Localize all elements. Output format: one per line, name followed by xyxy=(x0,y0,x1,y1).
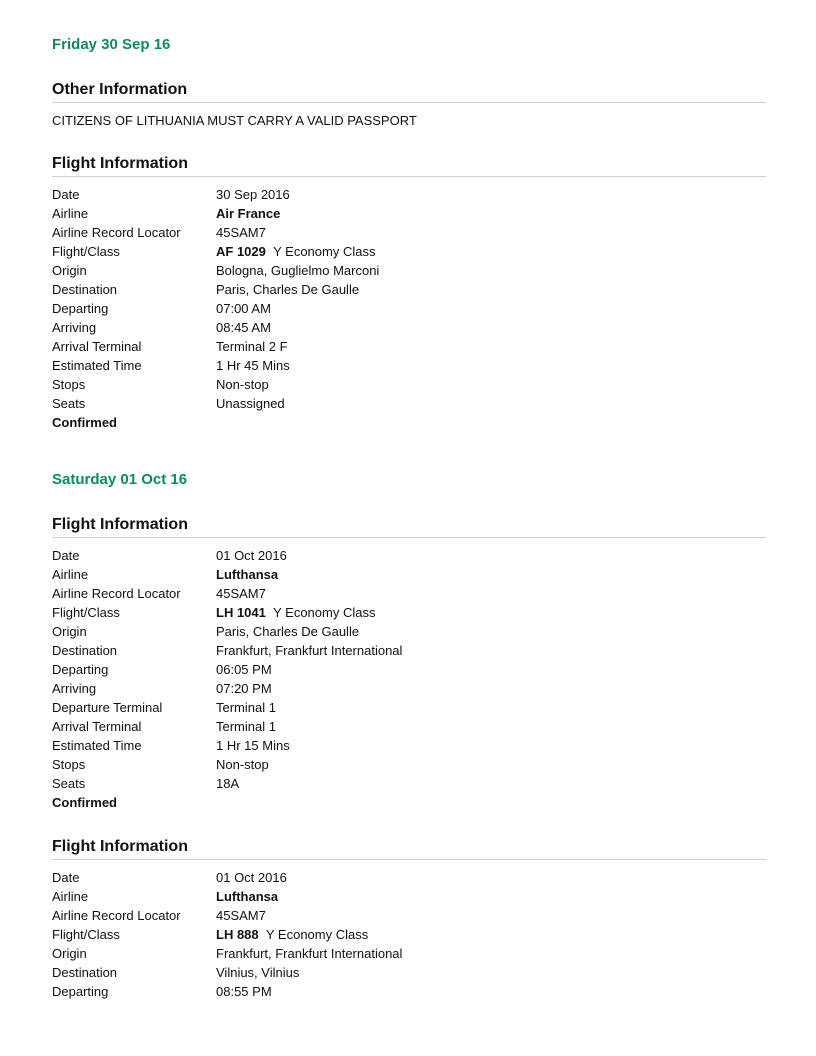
detail-value xyxy=(216,204,280,223)
detail-row xyxy=(52,887,766,906)
detail-label: Date xyxy=(52,870,80,885)
detail-label: Flight/Class xyxy=(52,927,120,942)
booking-status: Confirmed xyxy=(52,415,117,430)
detail-value xyxy=(216,925,368,944)
detail-value xyxy=(216,660,272,679)
detail-label: Departing xyxy=(52,301,109,316)
detail-label: Arrival Terminal xyxy=(52,339,142,354)
detail-label: Departure Terminal xyxy=(52,700,163,715)
detail-value xyxy=(216,318,271,337)
detail-value xyxy=(216,584,266,603)
value-text: 45SAM7 xyxy=(216,586,266,601)
detail-label: Airline Record Locator xyxy=(52,586,181,601)
detail-value xyxy=(216,717,276,736)
section-heading: Other Information xyxy=(52,80,766,103)
detail-value xyxy=(216,603,375,622)
detail-value xyxy=(216,963,299,982)
value-text: Paris, Charles De Gaulle xyxy=(216,282,360,297)
detail-row xyxy=(52,223,766,242)
value-text: Paris, Charles De Gaulle xyxy=(216,624,360,639)
detail-row xyxy=(52,944,766,963)
detail-label: Date xyxy=(52,187,80,202)
detail-value xyxy=(216,906,266,925)
value-text: Y Economy Class xyxy=(273,244,376,259)
value-text: Lufthansa xyxy=(216,889,279,904)
value-text: 01 Oct 2016 xyxy=(216,548,287,563)
value-text: Unassigned xyxy=(216,396,285,411)
detail-row xyxy=(52,185,766,204)
detail-value xyxy=(216,356,290,375)
detail-row xyxy=(52,755,766,774)
value-text: 18A xyxy=(216,776,240,791)
detail-value xyxy=(216,622,359,641)
detail-label: Estimated Time xyxy=(52,738,142,753)
value-text: Non-stop xyxy=(216,377,269,392)
value-text: 45SAM7 xyxy=(216,908,266,923)
detail-label: Destination xyxy=(52,282,118,297)
detail-label: Flight/Class xyxy=(52,605,120,620)
detail-value xyxy=(216,698,276,717)
other-information-section xyxy=(52,80,766,130)
detail-value xyxy=(216,565,278,584)
value-text: 1 Hr 45 Mins xyxy=(216,358,290,373)
detail-label: Airline Record Locator xyxy=(52,225,181,240)
detail-row xyxy=(52,603,766,622)
detail-label: Arriving xyxy=(52,320,97,335)
value-text: Y Economy Class xyxy=(273,605,376,620)
day-heading: Saturday 01 Oct 16 xyxy=(52,471,188,488)
detail-label: Stops xyxy=(52,377,86,392)
detail-label: Airline xyxy=(52,889,89,904)
section-body xyxy=(52,111,766,130)
detail-label: Arriving xyxy=(52,681,97,696)
detail-row xyxy=(52,356,766,375)
detail-value xyxy=(216,868,287,887)
detail-row xyxy=(52,394,766,413)
detail-label: Destination xyxy=(52,643,118,658)
section-body xyxy=(52,868,766,1001)
flight-code: AF 1029 xyxy=(216,244,266,259)
detail-value xyxy=(216,887,278,906)
detail-row xyxy=(52,641,766,660)
value-text: 1 Hr 15 Mins xyxy=(216,738,290,753)
value-text: 01 Oct 2016 xyxy=(216,870,287,885)
detail-label: Origin xyxy=(52,946,87,961)
value-text: 06:05 PM xyxy=(216,662,272,677)
value-text: 08:45 AM xyxy=(216,320,271,335)
detail-value xyxy=(216,774,239,793)
value-text: 07:20 PM xyxy=(216,681,272,696)
detail-row xyxy=(52,906,766,925)
detail-value xyxy=(216,641,402,660)
detail-row xyxy=(52,622,766,641)
value-text: Non-stop xyxy=(216,757,269,772)
detail-label: Flight/Class xyxy=(52,244,120,259)
detail-row xyxy=(52,679,766,698)
detail-row xyxy=(52,925,766,944)
detail-row xyxy=(52,546,766,565)
detail-label: Estimated Time xyxy=(52,358,142,373)
section-heading: Flight Information xyxy=(52,154,766,177)
detail-row xyxy=(52,660,766,679)
detail-value xyxy=(216,299,271,318)
detail-row xyxy=(52,242,766,261)
info-text: CITIZENS OF LITHUANIA MUST CARRY A VALID PASSPORT xyxy=(52,113,417,128)
section-heading: Flight Information xyxy=(52,515,766,538)
value-text: 30 Sep 2016 xyxy=(216,187,290,202)
detail-row xyxy=(52,736,766,755)
detail-row xyxy=(52,717,766,736)
detail-row xyxy=(52,565,766,584)
detail-value xyxy=(216,679,272,698)
detail-value xyxy=(216,375,269,394)
flight-information-section xyxy=(52,515,766,812)
detail-value xyxy=(216,261,379,280)
detail-label: Airline Record Locator xyxy=(52,908,181,923)
detail-label: Date xyxy=(52,548,80,563)
flight-information-section xyxy=(52,154,766,432)
flight-code: LH 1041 xyxy=(216,605,266,620)
detail-row xyxy=(52,280,766,299)
detail-value xyxy=(216,736,290,755)
flight-information-section xyxy=(52,837,766,1001)
detail-label: Seats xyxy=(52,776,86,791)
detail-value xyxy=(216,755,269,774)
detail-value xyxy=(216,394,285,413)
detail-value xyxy=(216,944,402,963)
booking-status: Confirmed xyxy=(52,795,117,810)
detail-row xyxy=(52,299,766,318)
detail-value xyxy=(216,223,266,242)
value-text: Air France xyxy=(216,206,281,221)
detail-label: Airline xyxy=(52,206,89,221)
value-text: 45SAM7 xyxy=(216,225,266,240)
detail-label: Airline xyxy=(52,567,89,582)
value-text: Y Economy Class xyxy=(265,927,369,942)
detail-row xyxy=(52,982,766,1001)
detail-row xyxy=(52,261,766,280)
detail-label: Destination xyxy=(52,965,118,980)
value-text: Terminal 2 F xyxy=(216,339,288,354)
value-text: Terminal 1 xyxy=(216,700,276,715)
value-text: Lufthansa xyxy=(216,567,279,582)
detail-row xyxy=(52,774,766,793)
detail-value xyxy=(216,546,287,565)
detail-value xyxy=(216,185,290,204)
detail-value xyxy=(216,337,288,356)
value-text: Frankfurt, Frankfurt International xyxy=(216,643,403,658)
detail-row xyxy=(52,963,766,982)
detail-label: Departing xyxy=(52,984,109,999)
detail-value xyxy=(216,242,375,261)
value-text: Vilnius, Vilnius xyxy=(216,965,300,980)
detail-label: Origin xyxy=(52,624,87,639)
section-heading: Flight Information xyxy=(52,837,766,860)
detail-label: Seats xyxy=(52,396,86,411)
value-text: Bologna, Guglielmo Marconi xyxy=(216,263,380,278)
detail-row xyxy=(52,337,766,356)
detail-value xyxy=(216,982,272,1001)
value-text: 08:55 PM xyxy=(216,984,272,999)
detail-row xyxy=(52,204,766,223)
detail-row xyxy=(52,698,766,717)
detail-label: Arrival Terminal xyxy=(52,719,142,734)
detail-row xyxy=(52,375,766,394)
flight-code: LH 888 xyxy=(216,927,259,942)
day-heading: Friday 30 Sep 16 xyxy=(52,36,171,53)
section-body xyxy=(52,185,766,432)
detail-value xyxy=(216,280,359,299)
value-text: 07:00 AM xyxy=(216,301,271,316)
detail-row xyxy=(52,584,766,603)
section-body xyxy=(52,546,766,812)
detail-row xyxy=(52,318,766,337)
detail-label: Origin xyxy=(52,263,87,278)
value-text: Frankfurt, Frankfurt International xyxy=(216,946,403,961)
value-text: Terminal 1 xyxy=(216,719,276,734)
detail-label: Stops xyxy=(52,757,86,772)
detail-row xyxy=(52,868,766,887)
detail-label: Departing xyxy=(52,662,109,677)
